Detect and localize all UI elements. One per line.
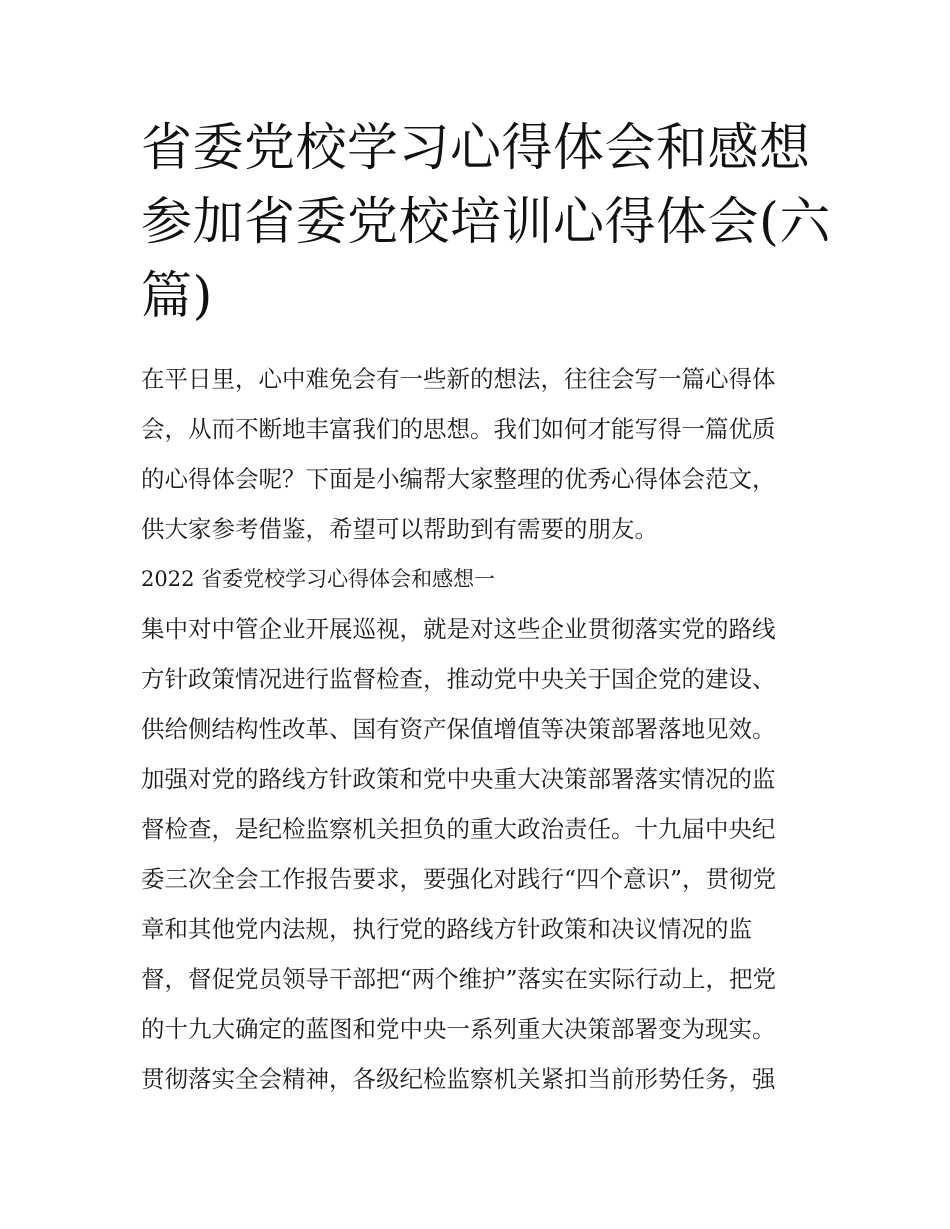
paragraph-line: 贯彻落实全会精神，各级纪检监察机关紧扣当前形势任务，强 (141, 1065, 776, 1093)
title-line: 参加省委党校培训心得体会(六 (141, 193, 831, 252)
paragraph-line: 章和其他党内法规，执行党的路线方针政策和决议情况的监 (141, 915, 752, 943)
intro-paragraph (141, 354, 821, 554)
paragraph-line: 集中对中管企业开展巡视，就是对这些企业贯彻落实党的路线 (141, 615, 776, 643)
document-title (141, 112, 831, 334)
paragraph-line: 加强对党的路线方针政策和党中央重大决策部署落实情况的监 (141, 765, 776, 793)
paragraph-line: 督检查，是纪检监察机关担负的重大政治责任。十九届中央纪 (141, 815, 776, 843)
section-heading: 2022 省委党校学习心得体会和感想一 (141, 567, 496, 591)
paragraph-line: 的心得体会呢？下面是小编帮大家整理的优秀心得体会范文， (141, 465, 776, 493)
paragraph-line: 在平日里，心中难免会有一些新的想法，往往会写一篇心得体 (141, 365, 776, 393)
paragraph-line: 方针政策情况进行监督检查，推动党中央关于国企党的建设、 (141, 665, 776, 693)
paragraph-line: 督，督促党员领导干部把“两个维护”落实在实际行动上，把党 (141, 965, 777, 993)
title-line: 篇) (141, 267, 213, 326)
paragraph-line: 供给侧结构性改革、国有资产保值增值等决策部署落地见效。 (141, 715, 776, 743)
paragraph-line: 委三次全会工作报告要求，要强化对践行“四个意识”，贯彻党 (141, 865, 777, 893)
paragraph-line: 供大家参考借鉴，希望可以帮助到有需要的朋友。 (141, 515, 658, 543)
title-line: 省委党校学习心得体会和感想 (141, 119, 811, 178)
paragraph-line: 会，从而不断地丰富我们的思想。我们如何才能写得一篇优质 (141, 415, 776, 443)
body-paragraph (141, 604, 821, 1104)
paragraph-line: 的十九大确定的蓝图和党中央一系列重大决策部署变为现实。 (141, 1015, 776, 1043)
document-page (141, 112, 831, 1104)
